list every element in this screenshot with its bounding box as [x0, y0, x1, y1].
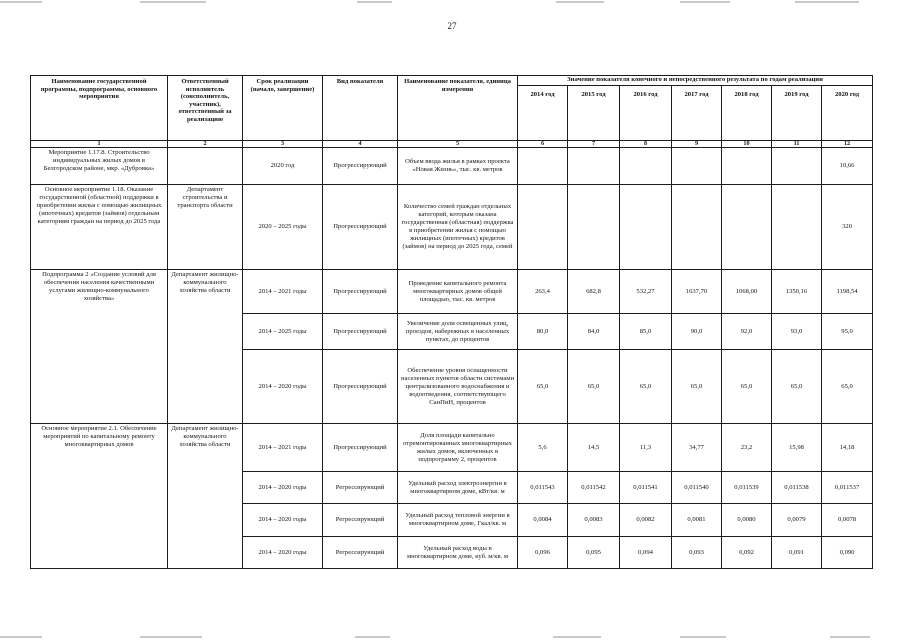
indicator-type-cell: Регрессирующий [323, 537, 398, 569]
header-year: 2019 год [772, 86, 822, 141]
value-cell: 92,0 [722, 314, 772, 350]
indicator-name-cell: Удельный расход воды в многоквартирном доме, куб. м/кв. м [398, 537, 518, 569]
indicator-name-cell: Увеличение доли освещенных улиц, проездов, набережных в населенных пунктах, до процентов [398, 314, 518, 350]
value-cell: 320 [822, 185, 873, 270]
period-cell: 2014 – 2020 годы [243, 350, 323, 424]
indicator-type-cell: Прогрессирующий [323, 314, 398, 350]
value-cell: 65,0 [620, 350, 672, 424]
indicator-type-cell: Регрессирующий [323, 472, 398, 504]
indicator-type-cell: Прогрессирующий [323, 270, 398, 314]
header-executor: Ответственный исполнитель (соисполнитель, участник), ответственный за реализацию [168, 76, 243, 141]
indicator-name-cell: Количество семей граждан отдельных категорий, которым оказана государственная (областная) поддержка в приобретении жилья с помощью жилищных (ипотечных) кредитов (займов) на период до 2025 года, семей [398, 185, 518, 270]
value-cell: 0,011538 [772, 472, 822, 504]
program-cell: Мероприятие 1.17.8. Строительство индивидуальных жилых домов в Белгородском районе, мкр. «Дубровка» [31, 148, 168, 185]
value-cell: 263,4 [518, 270, 568, 314]
value-cell [518, 185, 568, 270]
value-cell: 0,094 [620, 537, 672, 569]
value-cell: 0,0080 [722, 504, 772, 537]
period-cell: 2014 – 2020 годы [243, 504, 323, 537]
value-cell: 84,0 [568, 314, 620, 350]
value-cell: 65,0 [672, 350, 722, 424]
scan-artifact [140, 636, 202, 638]
header-year: 2017 год [672, 86, 722, 141]
value-cell: 65,0 [518, 350, 568, 424]
column-number: 6 [518, 141, 568, 148]
program-cell: Подпрограмма 2 «Создание условий для обеспечения населения качественными услугами жилищно-коммунального хозяйства» [31, 270, 168, 424]
value-cell: 34,77 [672, 424, 722, 472]
value-cell: 532,27 [620, 270, 672, 314]
value-cell: 93,0 [772, 314, 822, 350]
column-number: 2 [168, 141, 243, 148]
indicator-type-cell: Прогрессирующий [323, 424, 398, 472]
indicators-table [30, 75, 873, 569]
scan-artifact [140, 1, 206, 3]
executor-cell: Департамент жилищно-коммунального хозяйства области [168, 424, 243, 569]
indicator-type-cell: Регрессирующий [323, 504, 398, 537]
value-cell [518, 148, 568, 185]
scan-artifact [680, 1, 730, 3]
value-cell: 65,0 [568, 350, 620, 424]
value-cell: 80,0 [518, 314, 568, 350]
value-cell: 1068,00 [722, 270, 772, 314]
column-numbers-row [31, 141, 873, 148]
scan-artifact [0, 1, 42, 3]
header-year: 2020 год [822, 86, 873, 141]
header-row [31, 76, 873, 86]
table-row [31, 148, 873, 185]
column-number: 3 [243, 141, 323, 148]
value-cell: 85,0 [620, 314, 672, 350]
header-year: 2014 год [518, 86, 568, 141]
column-number: 10 [722, 141, 772, 148]
scan-artifact [680, 636, 726, 638]
value-cell: 0,0084 [518, 504, 568, 537]
period-cell: 2014 – 2025 годы [243, 314, 323, 350]
value-cell [772, 185, 822, 270]
header-year: 2018 год [722, 86, 772, 141]
value-cell: 65,0 [822, 350, 873, 424]
value-cell: 1637,70 [672, 270, 722, 314]
header-year: 2015 год [568, 86, 620, 141]
value-cell: 0,0082 [620, 504, 672, 537]
column-number: 8 [620, 141, 672, 148]
value-cell: 10,66 [822, 148, 873, 185]
table-row [31, 424, 873, 472]
value-cell: 0,0079 [772, 504, 822, 537]
column-number: 7 [568, 141, 620, 148]
header-period: Срок реализации (начало, завершение) [243, 76, 323, 141]
indicator-name-cell: Проведение капитального ремонта многоквартирных домов общей площадью, тыс. кв. метров [398, 270, 518, 314]
value-cell: 5,6 [518, 424, 568, 472]
header-indicator-name: Наименование показателя, единица измерения [398, 76, 518, 141]
period-cell: 2014 – 2021 годы [243, 424, 323, 472]
value-cell: 11,3 [620, 424, 672, 472]
scan-artifact [830, 636, 870, 638]
header-program: Наименование государственной программы, подпрограммы, основного мероприятия [31, 76, 168, 141]
column-number: 5 [398, 141, 518, 148]
value-cell: 1350,16 [772, 270, 822, 314]
period-cell: 2014 – 2020 годы [243, 472, 323, 504]
indicator-name-cell: Доля площади капитально отремонтированных многоквартирных жилых домов, включенных в подпрограмму 2, процентов [398, 424, 518, 472]
executor-cell [168, 148, 243, 185]
column-number: 12 [822, 141, 873, 148]
scan-artifact [355, 636, 390, 638]
value-cell: 0,096 [518, 537, 568, 569]
value-cell: 65,0 [722, 350, 772, 424]
value-cell: 65,0 [772, 350, 822, 424]
value-cell: 0,095 [568, 537, 620, 569]
value-cell: 0,093 [672, 537, 722, 569]
value-cell: 95,0 [822, 314, 873, 350]
value-cell: 23,2 [722, 424, 772, 472]
value-cell [772, 148, 822, 185]
indicator-name-cell: Удельный расход тепловой энергии в многоквартирном доме, Гкал/кв. м [398, 504, 518, 537]
value-cell: 0,011537 [822, 472, 873, 504]
value-cell: 0,011543 [518, 472, 568, 504]
table-row [31, 185, 873, 270]
value-cell [672, 148, 722, 185]
column-number: 1 [31, 141, 168, 148]
value-cell: 682,8 [568, 270, 620, 314]
value-cell: 0,092 [722, 537, 772, 569]
value-cell: 0,011542 [568, 472, 620, 504]
value-cell: 0,0083 [568, 504, 620, 537]
header-indicator-type: Вид показателя [323, 76, 398, 141]
value-cell [722, 148, 772, 185]
scan-artifact [357, 1, 392, 3]
indicator-type-cell: Прогрессирующий [323, 185, 398, 270]
program-cell: Основное мероприятие 2.1. Обеспечение мероприятий по капитальному ремонту многоквартирных домов [31, 424, 168, 569]
value-cell: 15,98 [772, 424, 822, 472]
value-cell [568, 148, 620, 185]
value-cell: 90,0 [672, 314, 722, 350]
executor-cell: Департамент строительства и транспорта области [168, 185, 243, 270]
period-cell: 2020 – 2025 годы [243, 185, 323, 270]
value-cell: 0,0078 [822, 504, 873, 537]
indicator-name-cell: Удельный расход электроэнергии в многоквартирном доме, кВт/кв. м [398, 472, 518, 504]
scan-artifact [556, 1, 604, 3]
scan-artifact [553, 636, 601, 638]
scan-artifact [795, 1, 859, 3]
table-row [31, 270, 873, 314]
header-values-group: Значение показателя конечного и непосредственного результата по годам реализации [518, 76, 873, 86]
program-cell: Основное мероприятие 1.18. Оказание государственной (областной) поддержки в приобретении жилья с помощью жилищных (ипотечных) кредитов (займов) отдельным категориям граждан на период до 2025 года [31, 185, 168, 270]
column-number: 9 [672, 141, 722, 148]
value-cell: 14,18 [822, 424, 873, 472]
executor-cell: Департамент жилищно-коммунального хозяйства области [168, 270, 243, 424]
value-cell: 14,5 [568, 424, 620, 472]
value-cell [722, 185, 772, 270]
page-number: 27 [447, 21, 457, 31]
column-number: 11 [772, 141, 822, 148]
period-cell: 2014 – 2020 годы [243, 537, 323, 569]
scan-artifact [0, 636, 42, 638]
value-cell [568, 185, 620, 270]
value-cell: 0,011539 [722, 472, 772, 504]
indicator-type-cell: Прогрессирующий [323, 148, 398, 185]
value-cell [672, 185, 722, 270]
indicator-name-cell: Объем ввода жилья в рамках проекта «Новая Жизнь», тыс. кв. метров [398, 148, 518, 185]
period-cell: 2020 год [243, 148, 323, 185]
indicator-type-cell: Прогрессирующий [323, 350, 398, 424]
value-cell: 0,0081 [672, 504, 722, 537]
value-cell: 0,011540 [672, 472, 722, 504]
column-number: 4 [323, 141, 398, 148]
value-cell: 1198,54 [822, 270, 873, 314]
value-cell [620, 185, 672, 270]
value-cell: 0,091 [772, 537, 822, 569]
header-year: 2016 год [620, 86, 672, 141]
period-cell: 2014 – 2021 годы [243, 270, 323, 314]
indicator-name-cell: Обеспечение уровня оснащенности населенных пунктов области системами централизованного водоснабжения и водоотведения, соответствующего СанПиН, процентов [398, 350, 518, 424]
value-cell [620, 148, 672, 185]
value-cell: 0,090 [822, 537, 873, 569]
value-cell: 0,011541 [620, 472, 672, 504]
